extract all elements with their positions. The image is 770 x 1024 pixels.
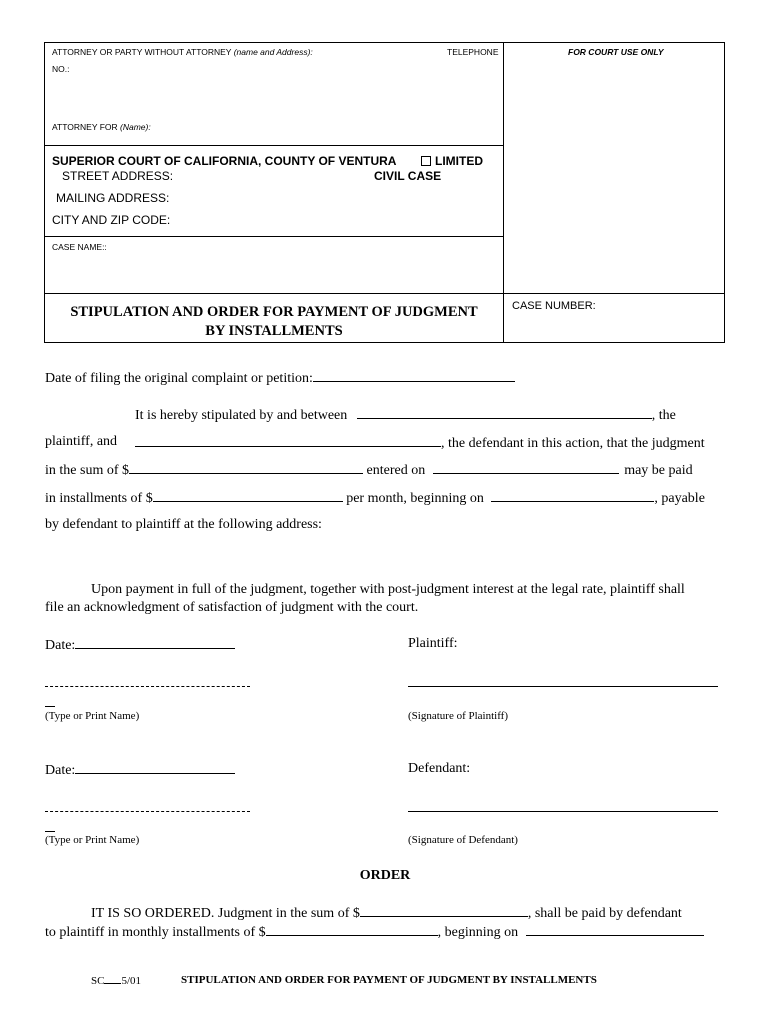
plaintiff-print-stub [45,706,55,707]
by-defendant-line: by defendant to plaintiff at the following address: [45,517,322,532]
the-word: , the [651,408,676,423]
entered-on-label: entered on [366,463,426,478]
form-code-prefix: SC [91,975,105,987]
defendant-line [135,434,705,452]
plaintiff-print-name-field[interactable] [45,686,250,687]
may-be-paid-label: may be paid [624,463,693,478]
attorney-for-text: ATTORNEY FOR [52,122,118,132]
mailing-address-label: MAILING ADDRESS: [56,191,170,205]
stipulated-line [135,406,676,424]
attorney-label-text: ATTORNEY OR PARTY WITHOUT ATTORNEY [52,47,232,57]
ordered-label2: to plaintiff in monthly installments of $ [45,925,266,940]
plaintiff-type-print-label: (Type or Print Name) [45,710,140,722]
form-code-suffix: 5/01 [121,975,142,987]
ordered-line1 [91,904,682,922]
form-title [44,303,504,341]
beginning-on-field[interactable] [491,489,654,502]
case-name-label: CASE NAME:: [52,242,107,252]
judgment-amount-field[interactable] [129,461,363,474]
payable-label: , payable [654,491,705,506]
ordered-judgment-amount-field[interactable] [360,904,528,917]
defendant-date-label: Date: [45,763,76,778]
form-code [91,974,141,987]
installments-label: in installments of $ [45,491,153,506]
plaintiff-date-field[interactable] [75,636,235,649]
installment-amount-field[interactable] [153,489,343,502]
ordered-label1b: , shall be paid by defendant [527,906,682,921]
entered-on-field[interactable] [433,461,619,474]
plaintiff-and-label: plaintiff, and [45,434,118,449]
ordered-label2b: , beginning on [437,925,519,940]
court-use-label: FOR COURT USE ONLY [568,47,664,57]
civil-case-label: CIVIL CASE [374,169,442,183]
footer-title: STIPULATION AND ORDER FOR PAYMENT OF JUDGMENT BY INSTALLMENTS [181,974,597,986]
form-title-line2: BY INSTALLMENTS [205,323,343,339]
form-title-line1: STIPULATION AND ORDER FOR PAYMENT OF JUDGMENT [70,304,478,320]
plaintiff-signature-field[interactable] [408,686,718,687]
date-filing-field[interactable] [313,369,515,382]
ordered-installment-field[interactable] [266,923,438,936]
upon-payment-line1: Upon payment in full of the judgment, together with post-judgment interest at the legal rate, plaintiff shall [91,582,685,597]
defendant-label: Defendant: [408,761,471,776]
ordered-beginning-field[interactable] [526,923,704,936]
ordered-label1: IT IS SO ORDERED. Judgment in the sum of $ [91,906,360,921]
plaintiff-date-label: Date: [45,638,76,653]
street-address-label: STREET ADDRESS: [62,169,174,183]
plaintiff-name-field[interactable] [357,406,652,419]
defendant-signature-field[interactable] [408,811,718,812]
defendant-print-stub [45,831,55,832]
defendant-name-field[interactable] [135,434,441,447]
upon-payment-paragraph [45,581,735,617]
limited-checkbox[interactable] [421,156,431,166]
defendant-print-name-field[interactable] [45,811,250,812]
order-heading: ORDER [359,868,411,883]
defendant-clause: , the defendant in this action, that the judgment [441,436,705,451]
per-month-label: per month, beginning on [346,491,484,506]
case-number-label: CASE NUMBER: [512,300,596,312]
plaintiff-date-line [45,636,235,654]
form-code-blank [104,974,121,984]
upon-payment-line2: file an acknowledgment of satisfaction of judgment with the court. [45,600,419,615]
limited-option [421,154,483,168]
stipulated-label: It is hereby stipulated by and between [135,408,348,423]
defendant-date-field[interactable] [75,761,235,774]
date-filing-label: Date of filing the original complaint or petition: [45,371,313,386]
defendant-date-line [45,761,235,779]
attorney-for-italic: (Name): [120,122,151,132]
city-zip-label: CITY AND ZIP CODE: [52,213,171,227]
plaintiff-signature-label: (Signature of Plaintiff) [408,710,508,722]
sum-line [45,461,693,479]
limited-label: LIMITED [435,154,483,168]
court-name: SUPERIOR COURT OF CALIFORNIA, COUNTY OF VENTURA [52,154,397,168]
plaintiff-label: Plaintiff: [408,636,458,651]
installments-line [45,489,705,507]
ordered-line2 [45,923,704,941]
date-filing-line [45,369,515,387]
attorney-label [52,47,313,57]
defendant-signature-label: (Signature of Defendant) [408,834,518,846]
attorney-for-label [52,122,151,132]
defendant-type-print-label: (Type or Print Name) [45,834,140,846]
sum-label: in the sum of $ [45,463,129,478]
telephone-label: TELEPHONE [447,47,499,57]
no-label: NO.: [52,64,70,74]
attorney-label-italic: (name and Address): [233,47,313,57]
